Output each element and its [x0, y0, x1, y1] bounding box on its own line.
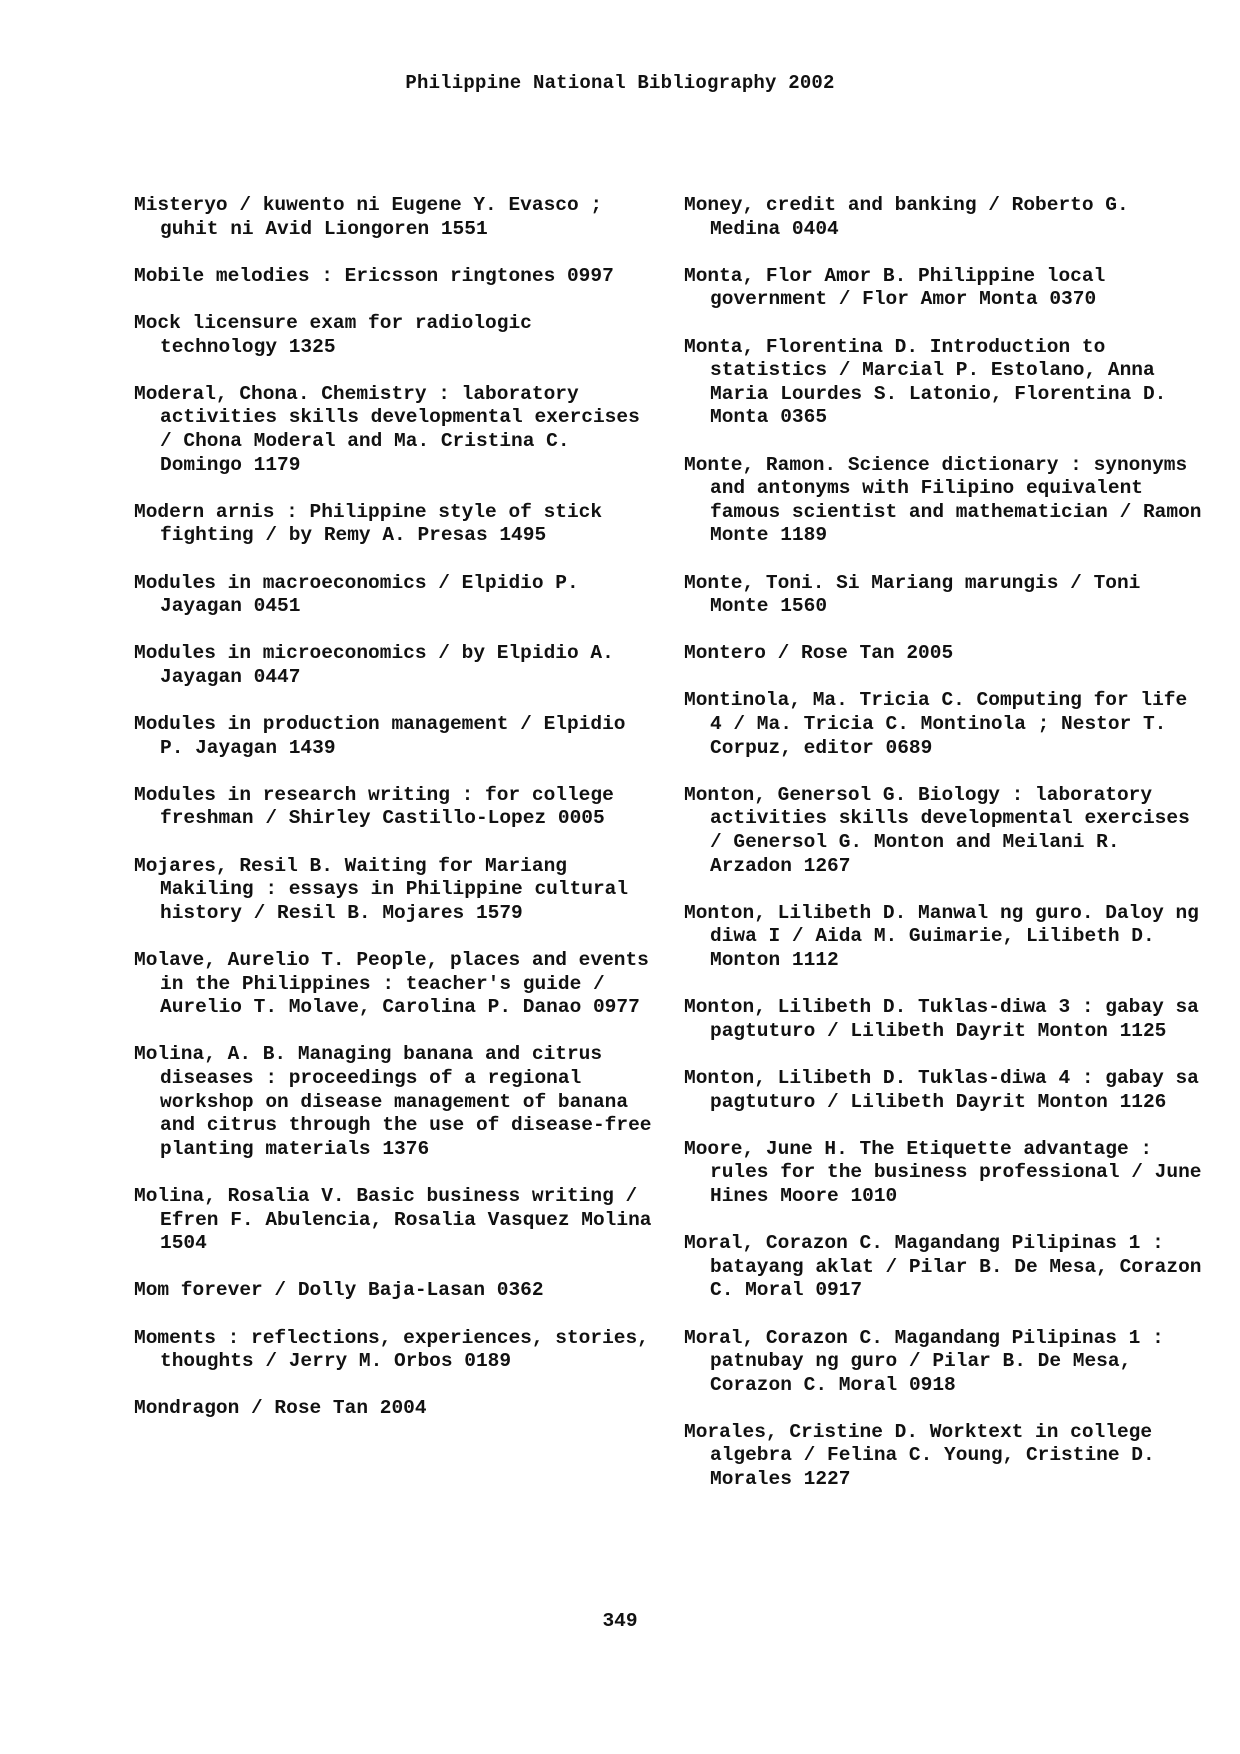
left-column	[134, 194, 664, 1444]
entry-text: Morales, Cristine D. Worktext in college algebra / Felina C. Young, Cristine D. Morales	[684, 1420, 1167, 1491]
bibliography-entry	[134, 265, 654, 289]
entry-text: Monton, Lilibeth D. Tuklas-diwa 4 : gabay sa pagtuturo / Lilibeth Dayrit Monton	[684, 1066, 1211, 1113]
entry-number: 1504	[160, 1232, 207, 1255]
entry-number: 1227	[803, 1468, 851, 1491]
entry-text: Modules in microeconomics / by Elpidio A. Jayagan	[134, 642, 626, 688]
entry-text: Monte, Toni. Si Mariang marungis / Toni Monte	[684, 571, 1153, 618]
entry-text: Monton, Genersol G. Biology : laboratory activities skills developmental exercises / Genersol G. Monton and Meilani R. Arzadon	[684, 783, 1202, 877]
bibliography-entry	[684, 642, 1204, 666]
entry-number: 1010	[850, 1184, 898, 1207]
bibliography-entry	[134, 1185, 654, 1256]
bibliography-entry	[684, 784, 1204, 878]
entry-text: Moments : reflections, experiences, stories, thoughts / Jerry M. Orbos	[134, 1326, 661, 1373]
entry-text: Mondragon / Rose Tan	[134, 1397, 369, 1420]
bibliography-entry	[684, 1421, 1204, 1492]
entry-number: 1551	[440, 217, 488, 240]
entry-number: 1126	[1119, 1090, 1167, 1113]
bibliography-entry	[684, 194, 1204, 241]
bibliography-entry	[134, 312, 654, 359]
entry-number: 0447	[253, 665, 301, 688]
entry-text: Moderal, Chona. Chemistry : laboratory activities skills developmental exercises / Chona Moderal and Ma. Cristina C. Domingo	[134, 382, 652, 476]
bibliography-entry	[134, 784, 654, 831]
entry-text: Monta, Florentina D. Introduction to statistics / Marcial P. Estolano, Anna Maria Lourdes S. Latonio, Florentina D. Monta	[684, 335, 1179, 429]
entry-text: Modules in research writing : for college freshman / Shirley Castillo-Lopez	[134, 783, 626, 830]
entry-number: 1579	[475, 901, 523, 924]
bibliography-entry	[684, 689, 1204, 760]
entry-number: 1376	[382, 1137, 430, 1160]
bibliography-entry	[684, 996, 1211, 1043]
entry-number: 1560	[780, 595, 828, 618]
entry-number: 0451	[253, 595, 301, 618]
entry-number: 1189	[780, 524, 828, 547]
bibliography-entry	[134, 383, 654, 477]
entry-text: Moore, June H. The Etiquette advantage : rules for the business professional / June Hines Moore	[684, 1137, 1214, 1207]
entry-number: 0005	[557, 807, 605, 830]
entry-number: 0977	[592, 996, 640, 1019]
bibliography-entry	[134, 1326, 661, 1374]
entry-number: 0404	[791, 217, 839, 240]
entry-number: 1439	[288, 736, 336, 759]
bibliography-entry	[684, 1232, 1214, 1303]
entry-text: Mojares, Resil B. Waiting for Mariang Makiling : essays in Philippine cultural history / Resil B. Mojares	[134, 854, 640, 924]
entry-number: 0918	[908, 1373, 956, 1396]
entry-text: Mock licensure exam for radiologic technology	[134, 311, 544, 358]
entry-number: 0997	[566, 264, 614, 287]
entry-text: Moral, Corazon C. Magandang Pilipinas 1 : patnubay ng guro / Pilar B. De Mesa, Corazon C. Moral	[684, 1326, 1176, 1396]
bibliography-entry	[684, 1137, 1214, 1209]
entry-number: 0689	[885, 736, 933, 759]
bibliography-entry	[134, 713, 654, 760]
entry-text: Modules in production management / Elpidio P. Jayagan	[134, 713, 638, 759]
bibliography-entry	[684, 336, 1204, 430]
bibliography-entry	[684, 1327, 1204, 1398]
entry-text: Misteryo / kuwento ni Eugene Y. Evasco ; guhit ni Avid Liongoren	[134, 194, 614, 240]
entry-number: 0189	[464, 1350, 512, 1373]
entry-text: Monton, Lilibeth D. Manwal ng guro. Daloy ng diwa I / Aida M. Guimarie, Lilibeth D. Monton	[684, 901, 1211, 971]
bibliography-entry	[684, 572, 1204, 619]
entry-number: 0362	[496, 1279, 544, 1302]
entry-number: 1125	[1119, 1019, 1167, 1042]
bibliography-entry	[134, 1397, 654, 1421]
entry-number: 1179	[253, 453, 301, 476]
page-number: 349	[602, 1610, 638, 1632]
entry-number: 0365	[780, 406, 828, 429]
entry-number: 1112	[791, 949, 839, 971]
entry-number: 0370	[1049, 288, 1097, 311]
bibliography-entry	[134, 194, 654, 241]
entry-number: 2004	[379, 1397, 427, 1420]
entry-text: Mom forever / Dolly Baja-Lasan	[134, 1279, 486, 1302]
entry-text: Montero / Rose Tan	[684, 642, 895, 665]
entry-text: Modern arnis : Philippine style of stick fighting / by Remy A. Presas	[134, 500, 614, 547]
bibliography-entry	[134, 1279, 654, 1303]
bibliography-entry	[134, 501, 654, 548]
bibliography-entry	[684, 265, 1204, 312]
entry-number: 0917	[815, 1279, 863, 1302]
entry-number: 1267	[803, 854, 851, 877]
entry-text: Mobile melodies : Ericsson ringtones	[134, 264, 556, 287]
entry-text: Money, credit and banking / Roberto G. Medina	[684, 194, 1141, 240]
bibliography-entry	[684, 453, 1214, 548]
entry-text: Monte, Ramon. Science dictionary : synonyms and antonyms with Filipino equivalent famous scientist and mathematician / Ramon Monte	[684, 453, 1214, 547]
bibliography-entry	[134, 642, 654, 689]
bibliography-entry	[134, 949, 661, 1020]
entry-text: Monta, Flor Amor B. Philippine local government / Flor Amor Monta	[684, 264, 1117, 311]
entry-text: Molina, A. B. Managing banana and citrus diseases : proceedings of a regional workshop on disease management of banana and citrus through the use of disease-free planting materials	[134, 1043, 664, 1160]
entry-text: Modules in macroeconomics / Elpidio P. Jayagan	[134, 571, 591, 618]
bibliography-entry	[134, 572, 654, 619]
bibliography-entry	[134, 1043, 664, 1161]
running-head-title: Philippine National Bibliography 2002	[405, 72, 835, 94]
bibliography-entry	[684, 901, 1211, 973]
entry-text: Molina, Rosalia V. Basic business writing / Efren F. Abulencia, Rosalia Vasquez Molina	[134, 1184, 652, 1231]
entry-text: Molave, Aurelio T. People, places and events in the Philippines : teacher's guide / Aurelio T. Molave, Carolina P. Danao	[134, 949, 661, 1019]
entry-number: 2005	[906, 642, 954, 665]
right-column	[684, 194, 1214, 1515]
bibliography-entry	[134, 855, 654, 926]
bibliography-entry	[684, 1066, 1211, 1114]
entry-text: Montinola, Ma. Tricia C. Computing for life 4 / Ma. Tricia C. Montinola ; Nestor T. Corpuz, editor	[684, 689, 1199, 759]
entry-number: 1325	[288, 335, 336, 358]
entry-number: 1495	[499, 524, 547, 547]
entry-text: Moral, Corazon C. Magandang Pilipinas 1 : batayang aklat / Pilar B. De Mesa, Corazon C. Moral	[684, 1232, 1214, 1302]
entry-text: Monton, Lilibeth D. Tuklas-diwa 3 : gabay sa pagtuturo / Lilibeth Dayrit Monton	[684, 996, 1211, 1042]
